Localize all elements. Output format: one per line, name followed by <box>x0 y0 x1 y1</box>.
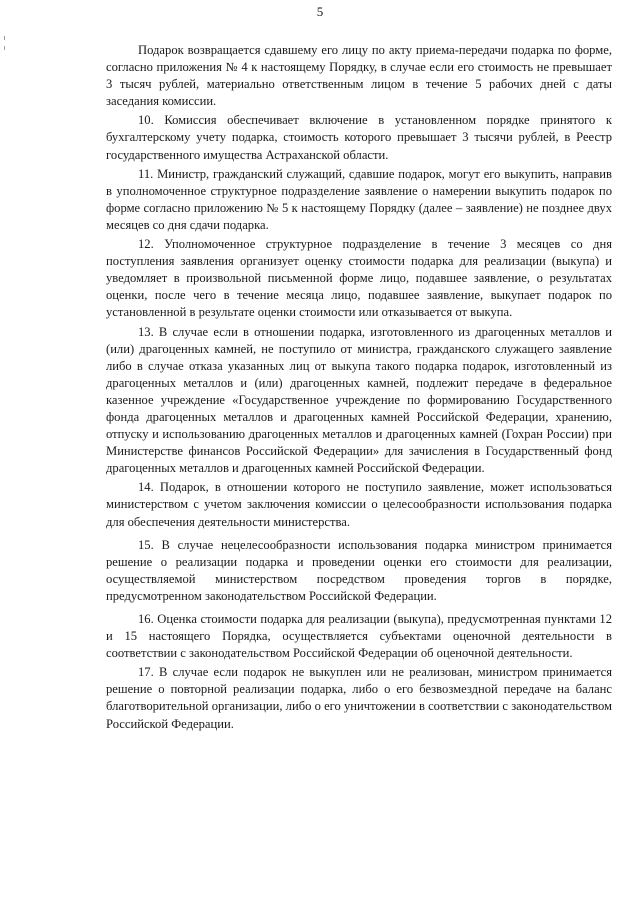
paragraph-11: 11. Министр, гражданский служащий, сдавшие подарок, могут его выкупить, направив в уполномоченное структурное подразделение заявление о намерении выкупить подарок по форме согласно приложению № 5 к настоящему Порядку (далее – заявление) не позднее двух месяцев со дня сдачи подарка. <box>106 166 612 232</box>
scan-edge-mark <box>4 46 5 50</box>
paragraph-15: 15. В случае нецелесообразности использования подарка министром принимается решение о реализации подарка и проведении оценки его стоимости для реализации, осуществляемой министерством посредством проведения торгов в порядке, предусмотренном законодательством Российской Федерации. <box>106 537 612 603</box>
paragraph-14: 14. Подарок, в отношении которого не поступило заявление, может использоваться министерством с учетом заключения комиссии о целесообразности использования подарка для обеспечения деятельности министерства. <box>106 480 612 529</box>
document-body <box>106 42 612 733</box>
paragraph-gift-return: Подарок возвращается сдавшему его лицу по акту приема-передачи подарка по форме, согласно приложения № 4 к настоящему Порядку, в случае если его стоимость не превышает 3 тысяч рублей, материально ответственным лицом в течение 5 рабочих дней с даты заседания комиссии. <box>106 43 612 109</box>
paragraph-13: 13. В случае если в отношении подарка, изготовленного из драгоценных металлов и (или) драгоценных камней, не поступило от министра, гражданского служащего заявление либо в случае отказа указанных лиц от выкупа такого подарка подарок, изготовленный из драгоценных металлов и (или) драгоценных камней, подлежит передаче в федеральное казенное учреждение «Государственное учреждение по формированию Государственного фонда драгоценных металлов и драгоценных камней Российской Федерации, хранению, отпуску и использованию драгоценных металлов и драгоценных камней (Гохран России) при Министерстве финансов Российской Федерации» для зачисления в Государственный фонд драгоценных металлов и драгоценных камней Российской Федерации. <box>106 324 612 476</box>
scan-edge-mark <box>4 36 5 40</box>
paragraph-16: 16. Оценка стоимости подарка для реализации (выкупа), предусмотренная пунктами 12 и 15 настоящего Порядка, осуществляется субъектами оценочной деятельности в соответствии с законодательством Российской Федерации об оценочной деятельности. <box>106 612 612 661</box>
paragraph-12: 12. Уполномоченное структурное подразделение в течение 3 месяцев со дня поступления заявления организует оценку стоимости подарка для реализации (выкупа) и уведомляет в произвольной письменной форме лицо, подавшее заявление, о результатах оценки, после чего в течение месяца лицо, подавшее заявление, выкупает подарок по установленной в результате оценки стоимости или отказывается от выкупа. <box>106 237 612 320</box>
paragraph-10: 10. Комиссия обеспечивает включение в установленном порядке принятого к бухгалтерскому учету подарка, стоимость которого превышает 3 тысячи рублей, в Реестр государственного имущества Астраханской области. <box>106 113 612 162</box>
paragraph-17: 17. В случае если подарок не выкуплен или не реализован, министром принимается решение о повторной реализации подарка, либо о его безвозмездной передаче на баланс благотворительной организации, либо о его уничтожении в соответствии с законодательством Российской Федерации. <box>106 665 612 731</box>
page-number: 5 <box>316 4 324 19</box>
